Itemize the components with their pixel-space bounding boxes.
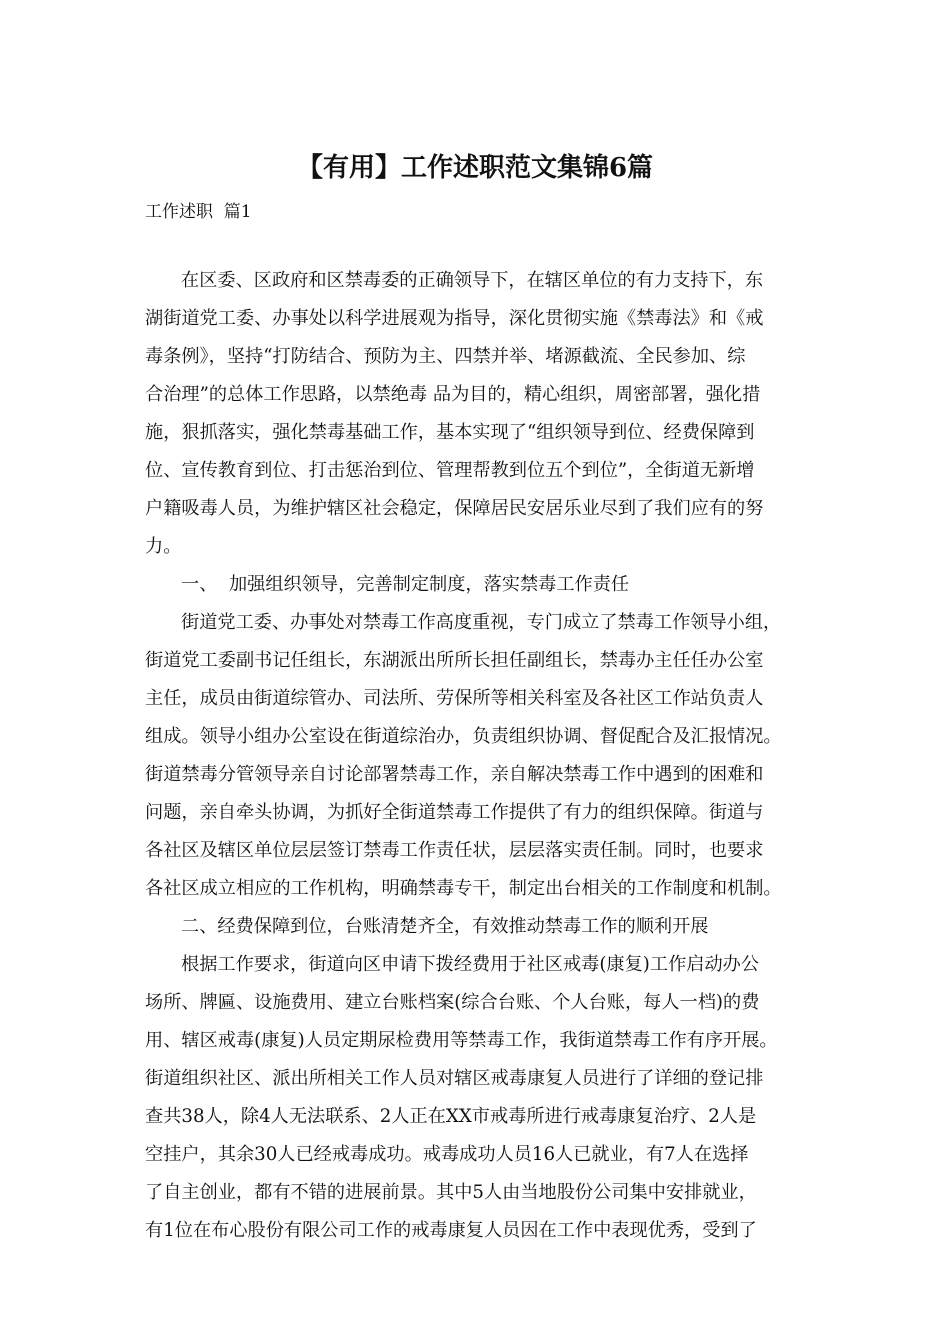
text-line: 在区委、区政府和区禁毒委的正确领导下，在辖区单位的有力支持下，东 (181, 270, 764, 291)
text-line: 一、 加强组织领导，完善制定制度，落实禁毒工作责任 (181, 574, 630, 595)
text-line: 湖街道党工委、办事处以科学进展观为指导，深化贯彻实施《禁毒法》和《戒 (145, 308, 764, 329)
text-line: 力。 (145, 536, 182, 557)
text-line: 问题，亲自牵头协调，为抓好全街道禁毒工作提供了有力的组织保障。街道与 (145, 802, 764, 823)
text-line: 街道党工委副书记任组长，东湖派出所所长担任副组长，禁毒办主任任办公室 (145, 650, 764, 671)
text-line: 户籍吸毒人员，为维护辖区社会稳定，保障居民安居乐业尽到了我们应有的努 (145, 498, 764, 519)
text-line: 场所、牌匾、设施费用、建立台账档案(综合台账、个人台账，每人一档)的费 (145, 992, 760, 1013)
section-label: 工作述职 篇1 (145, 202, 252, 222)
text-line: 街道禁毒分管领导亲自讨论部署禁毒工作，亲自解决禁毒工作中遇到的困难和 (145, 764, 764, 785)
text-line: 施，狠抓落实，强化禁毒基础工作，基本实现了“组织领导到位、经费保障到 (145, 422, 755, 443)
text-line: 各社区成立相应的工作机构，明确禁毒专干，制定出台相关的工作制度和机制。 (145, 878, 782, 899)
text-line: 主任，成员由街道综管办、司法所、劳保所等相关科室及各社区工作站负责人 (145, 688, 764, 709)
text-line: 街道党工委、办事处对禁毒工作高度重视，专门成立了禁毒工作领导小组， (181, 612, 782, 633)
text-line: 根据工作要求，街道向区申请下拨经费用于社区戒毒(康复)工作启动办公 (181, 954, 760, 975)
text-line: 各社区及辖区单位层层签订禁毒工作责任状，层层落实责任制。同时，也要求 (145, 840, 764, 861)
text-line: 二、经费保障到位，台账清楚齐全，有效推动禁毒工作的顺利开展 (181, 916, 709, 937)
text-line: 查共38人，除4人无法联系、2人正在XX市戒毒所进行戒毒康复治疗、2人是 (145, 1106, 757, 1127)
text-line: 空挂户，其余30人已经戒毒成功。戒毒成功人员16人已就业，有7人在选择 (145, 1144, 749, 1165)
text-line: 了自主创业，都有不错的进展前景。其中5人由当地股份公司集中安排就业， (145, 1182, 757, 1203)
document-title: 【有用】工作述职范文集锦6篇 (296, 153, 654, 183)
text-line: 有1位在布心股份有限公司工作的戒毒康复人员因在工作中表现优秀，受到了 (145, 1220, 757, 1241)
text-line: 合治理”的总体工作思路，以禁绝毒 品为目的，精心组织，周密部署，强化措 (145, 384, 761, 405)
text-line: 用、辖区戒毒(康复)人员定期尿检费用等禁毒工作，我街道禁毒工作有序开展。 (145, 1030, 778, 1051)
text-line: 位、宣传教育到位、打击惩治到位、管理帮教到位五个到位”，全街道无新增 (145, 460, 755, 481)
text-line: 毒条例》，坚持“打防结合、预防为主、四禁并举、堵源截流、全民参加、综 (145, 346, 746, 367)
body-text (145, 262, 815, 1250)
text-line: 街道组织社区、派出所相关工作人员对辖区戒毒康复人员进行了详细的登记排 (145, 1068, 764, 1089)
text-line: 组成。领导小组办公室设在街道综治办，负责组织协调、督促配合及汇报情况。 (145, 726, 782, 747)
